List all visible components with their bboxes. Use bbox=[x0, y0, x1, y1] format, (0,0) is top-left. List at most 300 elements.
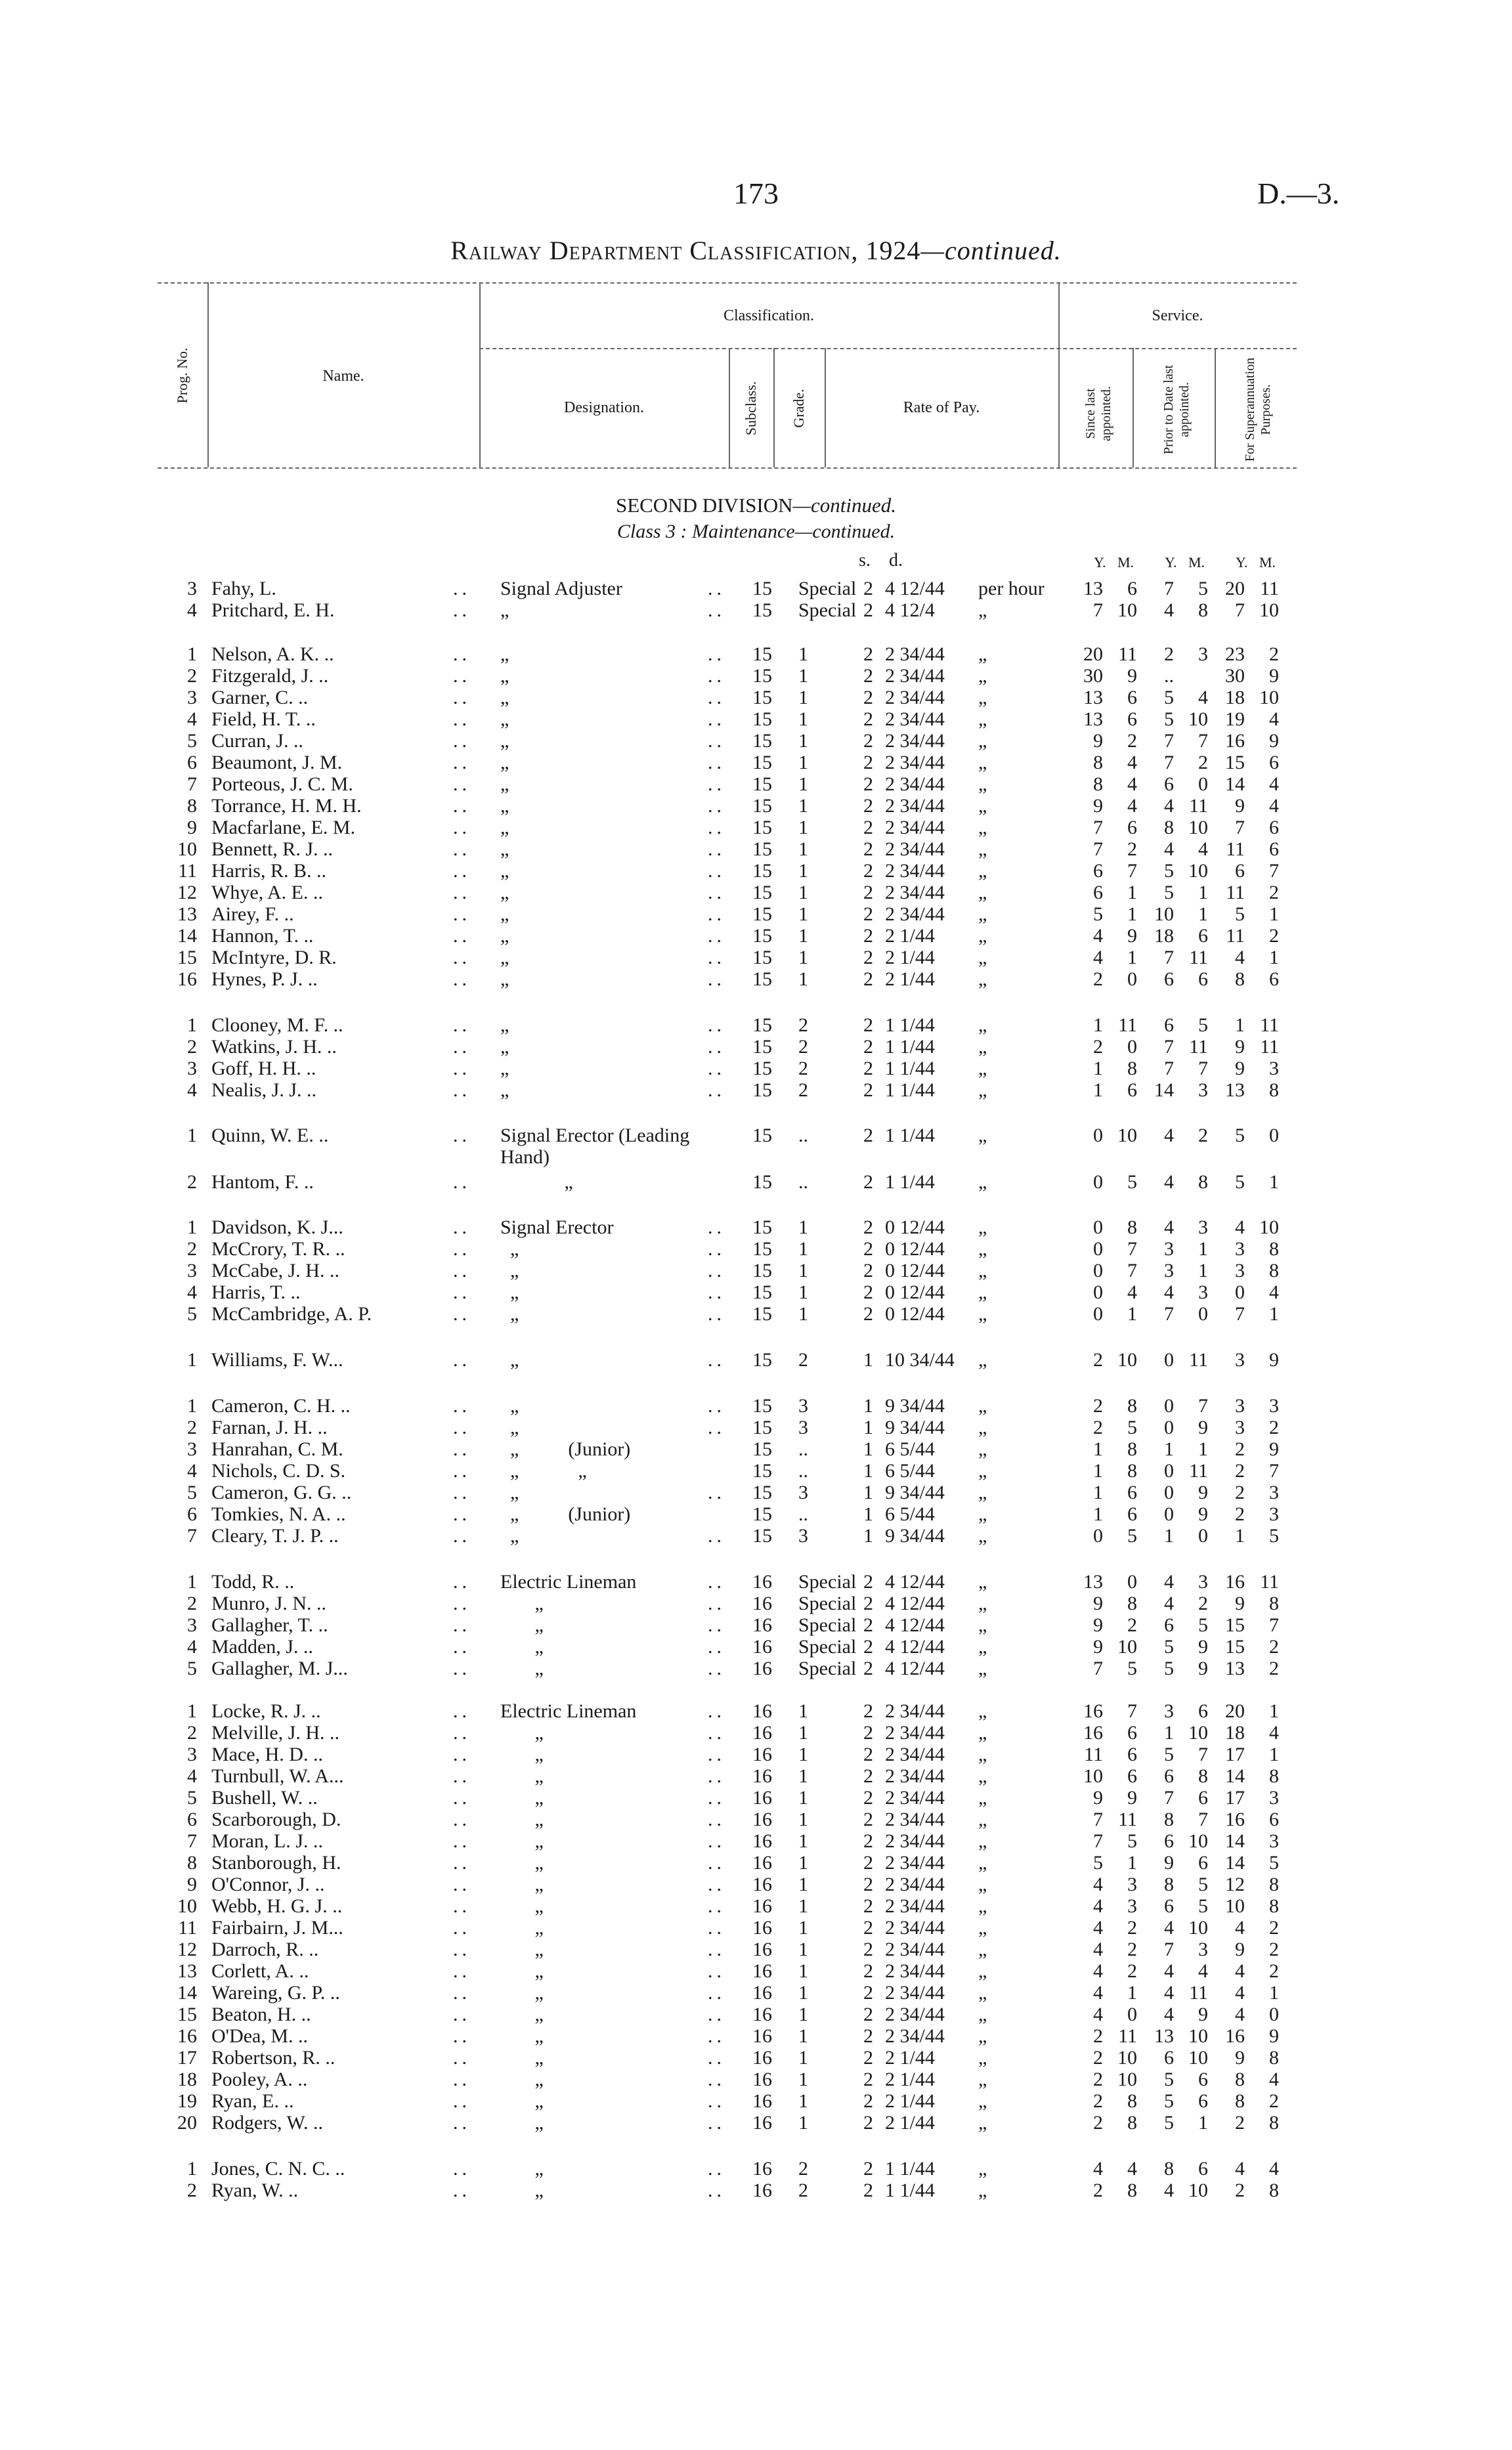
rate-period: „ bbox=[978, 643, 987, 665]
prog-number: 10 bbox=[177, 838, 197, 860]
since-last-years: 1 bbox=[1093, 1503, 1103, 1525]
since-last-months: 11 bbox=[1118, 643, 1137, 665]
leader-dots: .. bbox=[453, 1125, 471, 1146]
subclass: 15 bbox=[752, 1525, 772, 1547]
header-bottom-rule bbox=[158, 467, 1297, 469]
superannuation-months: 3 bbox=[1269, 1395, 1279, 1417]
prior-years: 8 bbox=[1164, 1809, 1174, 1830]
prior-years: 2 bbox=[1164, 643, 1174, 665]
designation: „ bbox=[500, 1058, 509, 1079]
table-row bbox=[0, 838, 1512, 860]
rate-pence: 4 12/44 bbox=[885, 1614, 945, 1636]
rate-shillings: 2 bbox=[863, 1171, 873, 1193]
prior-months: 6 bbox=[1198, 2069, 1208, 2090]
table-row bbox=[0, 665, 1512, 687]
rate-shillings: 2 bbox=[863, 860, 873, 882]
rate-shillings: 2 bbox=[863, 1260, 873, 1281]
superannuation-years: 4 bbox=[1235, 1216, 1245, 1238]
prior-months: 10 bbox=[1188, 1722, 1208, 1744]
since-last-years: 4 bbox=[1093, 1874, 1103, 1895]
leader-dots: .. bbox=[708, 1765, 725, 1787]
prior-months: 2 bbox=[1198, 752, 1208, 773]
prior-months: 6 bbox=[1198, 925, 1208, 947]
designation: „ bbox=[500, 2025, 544, 2047]
table-row bbox=[0, 1852, 1512, 1874]
superannuation-years: 8 bbox=[1235, 2069, 1245, 2090]
superannuation-months: 4 bbox=[1269, 2158, 1279, 2180]
unit-years: Y. bbox=[1094, 554, 1106, 570]
subclass: 16 bbox=[752, 2180, 772, 2201]
designation: „ bbox=[500, 1036, 509, 1058]
prior-years: 1 bbox=[1164, 1722, 1174, 1744]
grade: 1 bbox=[798, 1917, 808, 1939]
superannuation-years: 3 bbox=[1235, 1260, 1245, 1281]
rate-pence: 1 1/44 bbox=[885, 2180, 935, 2201]
since-last-years: 2 bbox=[1093, 2025, 1103, 2047]
superannuation-years: 3 bbox=[1235, 1395, 1245, 1417]
grade: 1 bbox=[798, 2004, 808, 2025]
leader-dots: .. bbox=[708, 947, 725, 968]
leader-dots: .. bbox=[708, 752, 725, 773]
prior-months: 11 bbox=[1189, 947, 1208, 968]
superannuation-months: 8 bbox=[1269, 1260, 1279, 1281]
leader-dots: .. bbox=[708, 665, 725, 687]
designation: „ bbox=[500, 1079, 509, 1101]
rate-shillings: 2 bbox=[863, 2004, 873, 2025]
leader-dots: .. bbox=[708, 1874, 725, 1895]
rate-period: „ bbox=[978, 1281, 987, 1303]
subclass: 15 bbox=[752, 882, 772, 903]
superannuation-years: 14 bbox=[1225, 1852, 1245, 1874]
table-row bbox=[0, 1281, 1512, 1303]
table-row bbox=[0, 882, 1512, 903]
grade: 2 bbox=[798, 2158, 808, 2180]
subclass: 15 bbox=[752, 1260, 772, 1281]
header-designation: Designation. bbox=[564, 399, 644, 416]
prog-number: 6 bbox=[187, 1809, 197, 1830]
since-last-years: 13 bbox=[1083, 1571, 1103, 1593]
table-row bbox=[0, 1809, 1512, 1830]
prog-number: 4 bbox=[187, 599, 197, 621]
subclass: 15 bbox=[752, 1125, 772, 1146]
subclass: 16 bbox=[752, 2158, 772, 2180]
grade: Special bbox=[798, 1593, 857, 1614]
employee-name: Bennett, R. J. .. bbox=[211, 838, 333, 860]
leader-dots: .. bbox=[453, 1460, 471, 1482]
rate-pence: 1 1/44 bbox=[885, 1014, 935, 1036]
prior-months: 9 bbox=[1198, 1658, 1208, 1679]
subclass: 15 bbox=[752, 903, 772, 925]
since-last-years: 2 bbox=[1093, 2180, 1103, 2201]
since-last-years: 4 bbox=[1093, 2158, 1103, 2180]
employee-name: Davidson, K. J... bbox=[211, 1216, 343, 1238]
employee-name: Clooney, M. F. .. bbox=[211, 1014, 343, 1036]
rate-period: „ bbox=[978, 1809, 987, 1830]
leader-dots: .. bbox=[453, 1417, 471, 1438]
prior-years: 4 bbox=[1164, 795, 1174, 817]
grade: 1 bbox=[798, 665, 808, 687]
rate-shillings: 2 bbox=[863, 947, 873, 968]
superannuation-years: 2 bbox=[1235, 1503, 1245, 1525]
designation: „ bbox=[500, 1303, 519, 1325]
prior-years: 4 bbox=[1164, 1982, 1174, 2004]
rate-pence: 4 12/44 bbox=[885, 1593, 945, 1614]
grade: 1 bbox=[798, 1830, 808, 1852]
since-last-months: 5 bbox=[1127, 1830, 1137, 1852]
since-last-months: 3 bbox=[1127, 1874, 1137, 1895]
rate-shillings: 2 bbox=[863, 2158, 873, 2180]
subclass: 15 bbox=[752, 795, 772, 817]
rate-pence: 2 34/44 bbox=[885, 882, 945, 903]
rate-shillings: 2 bbox=[863, 1874, 873, 1895]
leader-dots: .. bbox=[708, 1593, 725, 1614]
leader-dots: .. bbox=[708, 1982, 725, 2004]
prior-years: 5 bbox=[1164, 1658, 1174, 1679]
superannuation-months: 6 bbox=[1269, 817, 1279, 838]
table-row bbox=[0, 1571, 1512, 1593]
superannuation-months: 4 bbox=[1269, 2069, 1279, 2090]
since-last-years: 2 bbox=[1093, 2090, 1103, 2112]
since-last-months: 6 bbox=[1127, 1744, 1137, 1765]
leader-dots: .. bbox=[708, 1395, 725, 1417]
since-last-years: 1 bbox=[1093, 1079, 1103, 1101]
rate-shillings: 2 bbox=[863, 1765, 873, 1787]
employee-name: Macfarlane, E. M. bbox=[211, 817, 356, 838]
employee-name: Williams, F. W... bbox=[211, 1349, 343, 1371]
prior-years: 1 bbox=[1164, 1525, 1174, 1547]
prior-years: 6 bbox=[1164, 1895, 1174, 1917]
since-last-months: 0 bbox=[1127, 2004, 1137, 2025]
superannuation-years: 9 bbox=[1235, 1939, 1245, 1960]
employee-name: O'Connor, J. .. bbox=[211, 1874, 325, 1895]
since-last-months: 0 bbox=[1127, 1571, 1137, 1593]
since-last-months: 1 bbox=[1127, 1852, 1137, 1874]
grade: Special bbox=[798, 599, 857, 621]
employee-name: Nelson, A. K. .. bbox=[211, 643, 334, 665]
prog-number: 14 bbox=[177, 925, 197, 947]
leader-dots: .. bbox=[453, 2090, 471, 2112]
employee-name: Garner, C. .. bbox=[211, 687, 309, 708]
grade: .. bbox=[798, 1460, 808, 1482]
subclass: 16 bbox=[752, 1917, 772, 1939]
header-divider bbox=[1133, 348, 1134, 467]
table-row bbox=[0, 1036, 1512, 1058]
leader-dots: .. bbox=[453, 817, 471, 838]
rate-pence: 9 34/44 bbox=[885, 1417, 945, 1438]
prior-months: 9 bbox=[1198, 1503, 1208, 1525]
rate-period: „ bbox=[978, 795, 987, 817]
employee-name: Ryan, E. .. bbox=[211, 2090, 294, 2112]
leader-dots: .. bbox=[708, 925, 725, 947]
prog-number: 8 bbox=[187, 1852, 197, 1874]
since-last-months: 5 bbox=[1127, 1525, 1137, 1547]
subclass: 15 bbox=[752, 968, 772, 990]
since-last-months: 9 bbox=[1127, 1787, 1137, 1809]
subclass: 15 bbox=[752, 1171, 772, 1193]
rate-pence: 0 12/44 bbox=[885, 1260, 945, 1281]
superannuation-months: 2 bbox=[1269, 643, 1279, 665]
leader-dots: .. bbox=[708, 643, 725, 665]
employee-name: Torrance, H. M. H. bbox=[211, 795, 362, 817]
grade: 1 bbox=[798, 1787, 808, 1809]
superannuation-months: 9 bbox=[1269, 2025, 1279, 2047]
prior-months: 6 bbox=[1198, 2158, 1208, 2180]
grade: 2 bbox=[798, 1014, 808, 1036]
prog-number: 1 bbox=[187, 1395, 197, 1417]
leader-dots: .. bbox=[708, 1281, 725, 1303]
employee-name: Mace, H. D. .. bbox=[211, 1744, 323, 1765]
leader-dots: .. bbox=[708, 1917, 725, 1939]
prog-number: 2 bbox=[187, 1171, 197, 1193]
leader-dots: .. bbox=[453, 752, 471, 773]
employee-name: Hynes, P. J. .. bbox=[211, 968, 318, 990]
employee-name: Todd, R. .. bbox=[211, 1571, 295, 1593]
designation: „ bbox=[500, 860, 509, 882]
rate-period: „ bbox=[978, 1014, 987, 1036]
superannuation-months: 7 bbox=[1269, 860, 1279, 882]
leader-dots: .. bbox=[708, 2180, 725, 2201]
since-last-months: 8 bbox=[1127, 1216, 1137, 1238]
superannuation-months: 8 bbox=[1269, 2112, 1279, 2134]
rate-shillings: 2 bbox=[863, 882, 873, 903]
rate-pence: 2 1/44 bbox=[885, 2069, 935, 2090]
employee-name: Gallagher, M. J... bbox=[211, 1658, 348, 1679]
leader-dots: .. bbox=[708, 1722, 725, 1744]
rate-shillings: 2 bbox=[863, 925, 873, 947]
rate-shillings: 1 bbox=[863, 1503, 873, 1525]
prior-months: 2 bbox=[1198, 1593, 1208, 1614]
superannuation-months: 1 bbox=[1269, 1982, 1279, 2004]
prog-number: 5 bbox=[187, 1787, 197, 1809]
rate-pence: 2 34/44 bbox=[885, 1852, 945, 1874]
employee-name: Robertson, R. .. bbox=[211, 2047, 335, 2069]
title-main: Railway Department Classification, 1924 bbox=[450, 236, 921, 265]
rate-period: „ bbox=[978, 1658, 987, 1679]
designation: „ bbox=[500, 665, 509, 687]
page-number: 173 bbox=[733, 177, 779, 210]
prior-years: 7 bbox=[1164, 1058, 1174, 1079]
rate-pence: 6 5/44 bbox=[885, 1438, 935, 1460]
prior-years: 14 bbox=[1154, 1079, 1174, 1101]
prior-years: 4 bbox=[1164, 1281, 1174, 1303]
superannuation-years: 0 bbox=[1235, 1281, 1245, 1303]
since-last-years: 9 bbox=[1093, 730, 1103, 752]
subclass: 15 bbox=[752, 1014, 772, 1036]
superannuation-months: 3 bbox=[1269, 1503, 1279, 1525]
prog-number: 2 bbox=[187, 1722, 197, 1744]
since-last-years: 7 bbox=[1093, 1658, 1103, 1679]
rate-period: „ bbox=[978, 838, 987, 860]
prior-years: 4 bbox=[1164, 1593, 1174, 1614]
rate-shillings: 2 bbox=[863, 1238, 873, 1260]
designation: „ bbox=[500, 968, 509, 990]
rate-period: „ bbox=[978, 708, 987, 730]
leader-dots: .. bbox=[708, 578, 725, 599]
superannuation-months: 4 bbox=[1269, 795, 1279, 817]
superannuation-years: 15 bbox=[1225, 752, 1245, 773]
leader-dots: .. bbox=[453, 882, 471, 903]
superannuation-months: 3 bbox=[1269, 1482, 1279, 1503]
superannuation-years: 30 bbox=[1225, 665, 1245, 687]
since-last-years: 0 bbox=[1093, 1281, 1103, 1303]
superannuation-years: 3 bbox=[1235, 1238, 1245, 1260]
rate-pence: 2 34/44 bbox=[885, 665, 945, 687]
table-row bbox=[0, 1658, 1512, 1679]
leader-dots: .. bbox=[453, 1482, 471, 1503]
since-last-years: 6 bbox=[1093, 860, 1103, 882]
since-last-years: 0 bbox=[1093, 1525, 1103, 1547]
leader-dots: .. bbox=[453, 1614, 471, 1636]
prog-number: 1 bbox=[187, 1216, 197, 1238]
since-last-months: 10 bbox=[1117, 2069, 1137, 2090]
prior-months: 1 bbox=[1198, 882, 1208, 903]
since-last-months: 2 bbox=[1127, 730, 1137, 752]
leader-dots: .. bbox=[453, 947, 471, 968]
designation: „ bbox=[500, 1636, 544, 1658]
superannuation-years: 7 bbox=[1235, 599, 1245, 621]
superannuation-months: 1 bbox=[1269, 947, 1279, 968]
grade: 1 bbox=[798, 1216, 808, 1238]
superannuation-months: 11 bbox=[1260, 1571, 1279, 1593]
subclass: 15 bbox=[752, 1303, 772, 1325]
leader-dots: .. bbox=[708, 1614, 725, 1636]
rate-period: „ bbox=[978, 1216, 987, 1238]
header-divider bbox=[729, 348, 730, 467]
grade: 1 bbox=[798, 838, 808, 860]
table-row bbox=[0, 1700, 1512, 1722]
subclass: 16 bbox=[752, 2047, 772, 2069]
rate-pence: 1 1/44 bbox=[885, 2158, 935, 2180]
superannuation-months: 6 bbox=[1269, 968, 1279, 990]
rate-shillings: 2 bbox=[863, 968, 873, 990]
leader-dots: .. bbox=[708, 1014, 725, 1036]
subclass: 16 bbox=[752, 2090, 772, 2112]
prior-years: 3 bbox=[1164, 1260, 1174, 1281]
leader-dots: .. bbox=[453, 1525, 471, 1547]
prior-months: 3 bbox=[1198, 643, 1208, 665]
designation: „ bbox=[500, 1787, 544, 1809]
since-last-years: 5 bbox=[1093, 903, 1103, 925]
rate-shillings: 1 bbox=[863, 1438, 873, 1460]
prior-months: 10 bbox=[1188, 1917, 1208, 1939]
prior-years: 18 bbox=[1154, 925, 1174, 947]
rate-shillings: 1 bbox=[863, 1525, 873, 1547]
leader-dots: .. bbox=[708, 2112, 725, 2134]
superannuation-months: 8 bbox=[1269, 2047, 1279, 2069]
leader-dots: .. bbox=[708, 1830, 725, 1852]
since-last-years: 10 bbox=[1083, 1765, 1103, 1787]
prog-number: 2 bbox=[187, 1593, 197, 1614]
since-last-months: 8 bbox=[1127, 2180, 1137, 2201]
employee-name: Nealis, J. J. .. bbox=[211, 1079, 316, 1101]
leader-dots: .. bbox=[453, 1571, 471, 1593]
since-last-years: 2 bbox=[1093, 1417, 1103, 1438]
designation: „ bbox=[500, 1395, 519, 1417]
superannuation-months: 11 bbox=[1260, 1036, 1279, 1058]
designation: „ „ bbox=[500, 1460, 587, 1482]
rate-pence: 2 34/44 bbox=[885, 1700, 945, 1722]
leader-dots: .. bbox=[453, 578, 471, 599]
grade: Special bbox=[798, 1614, 857, 1636]
since-last-years: 9 bbox=[1093, 795, 1103, 817]
table-row bbox=[0, 2069, 1512, 2090]
prog-number: 2 bbox=[187, 665, 197, 687]
superannuation-years: 4 bbox=[1235, 947, 1245, 968]
leader-dots: .. bbox=[708, 1238, 725, 1260]
prog-number: 5 bbox=[187, 1303, 197, 1325]
superannuation-months: 5 bbox=[1269, 1525, 1279, 1547]
superannuation-years: 4 bbox=[1235, 2158, 1245, 2180]
table-row bbox=[0, 2180, 1512, 2201]
employee-name: Whye, A. E. .. bbox=[211, 882, 323, 903]
employee-name: Hanrahan, C. M. bbox=[211, 1438, 343, 1460]
grade: 1 bbox=[798, 1281, 808, 1303]
rate-shillings: 2 bbox=[863, 708, 873, 730]
leader-dots: .. bbox=[453, 1874, 471, 1895]
grade: 1 bbox=[798, 1874, 808, 1895]
since-last-months: 3 bbox=[1127, 1895, 1137, 1917]
since-last-years: 4 bbox=[1093, 1960, 1103, 1982]
designation: Signal Erector (Leading bbox=[500, 1125, 690, 1146]
subclass: 15 bbox=[752, 773, 772, 795]
superannuation-years: 4 bbox=[1235, 2004, 1245, 2025]
rate-pence: 6 5/44 bbox=[885, 1460, 935, 1482]
rate-pence: 0 12/44 bbox=[885, 1238, 945, 1260]
rate-period: „ bbox=[978, 817, 987, 838]
prog-number: 3 bbox=[187, 578, 197, 599]
since-last-years: 16 bbox=[1083, 1700, 1103, 1722]
superannuation-months: 2 bbox=[1269, 882, 1279, 903]
prior-months: 9 bbox=[1198, 2004, 1208, 2025]
rate-pence: 2 1/44 bbox=[885, 2112, 935, 2134]
superannuation-years: 9 bbox=[1235, 1058, 1245, 1079]
leader-dots: .. bbox=[453, 1216, 471, 1238]
since-last-months: 7 bbox=[1127, 1238, 1137, 1260]
superannuation-years: 20 bbox=[1225, 1700, 1245, 1722]
table-row bbox=[0, 1525, 1512, 1547]
prior-years: .. bbox=[1164, 665, 1174, 687]
rate-shillings: 2 bbox=[863, 1614, 873, 1636]
designation: „ bbox=[500, 1171, 573, 1193]
prior-months: 5 bbox=[1198, 1014, 1208, 1036]
rate-period: „ bbox=[978, 599, 987, 621]
subclass: 15 bbox=[752, 1349, 772, 1371]
title-continued: —continued. bbox=[920, 236, 1062, 265]
rate-period: „ bbox=[978, 1636, 987, 1658]
table-row bbox=[0, 1303, 1512, 1325]
table-row bbox=[0, 1438, 1512, 1460]
since-last-years: 0 bbox=[1093, 1216, 1103, 1238]
since-last-years: 4 bbox=[1093, 925, 1103, 947]
rate-period: „ bbox=[978, 903, 987, 925]
rate-shillings: 2 bbox=[863, 1939, 873, 1960]
prior-years: 13 bbox=[1154, 2025, 1174, 2047]
prior-years: 6 bbox=[1164, 1614, 1174, 1636]
leader-dots: .. bbox=[708, 1787, 725, 1809]
table-row bbox=[0, 1874, 1512, 1895]
superannuation-months: 6 bbox=[1269, 838, 1279, 860]
superannuation-months: 2 bbox=[1269, 1917, 1279, 1939]
header-divider bbox=[1215, 348, 1216, 467]
since-last-months: 4 bbox=[1127, 752, 1137, 773]
leader-dots: .. bbox=[453, 2158, 471, 2180]
rate-shillings: 2 bbox=[863, 687, 873, 708]
since-last-months: 4 bbox=[1127, 2158, 1137, 2180]
leader-dots: .. bbox=[453, 2069, 471, 2090]
superannuation-months: 9 bbox=[1269, 1349, 1279, 1371]
rate-shillings: 2 bbox=[863, 1982, 873, 2004]
rate-period: „ bbox=[978, 1503, 987, 1525]
